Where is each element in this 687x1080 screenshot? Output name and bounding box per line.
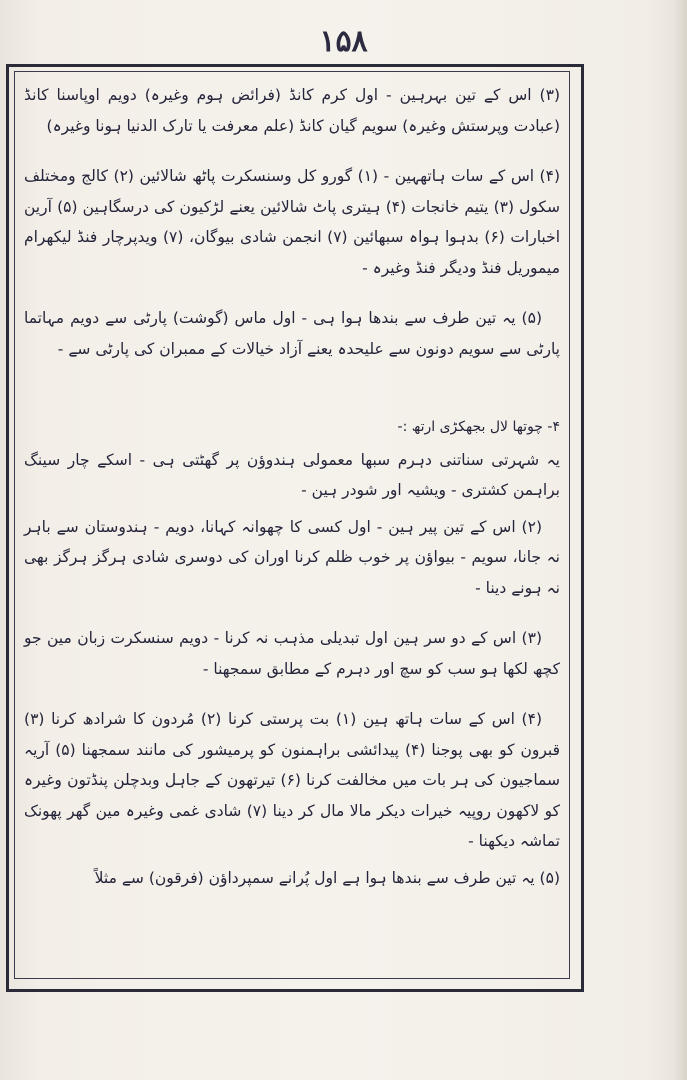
paragraph-5: (۲) اس کے تین پیر ہین - اول کسی کا چھوانہ کہانا، دویم - ہندوستان سے باہر نہ جانا، سویم - بیواؤن پر خوب ظلم کرنا اوران کی دوسری شادی ہرگز ہرگز بھی نہ ہونے دینا - xyxy=(24,517,560,597)
paragraph-7: (۴) اس کے سات ہاتھ ہین (۱) بت پرستی کرنا (۲) مُردون کا شرادھ کرنا (۳) قبرون کو بھی پوجنا (۴) پیدائشی براہمنون کو پرمیشور کی مانند سمجھنا (۵) آریہ سماجیون کی ہر بات میں مخالفت کرنا (۶) تیرتھون کے جاہل وبدچلن پنڈتون وغیرہ کو لاکھون روپیہ خیرات دیکر مالا مال کر دینا (۷) شادی غمی وغیرہ مین گھر پھونک تماشہ دیکھنا - xyxy=(24,710,561,850)
paragraph-8: (۵) یہ تین طرف سے بندھا ہوا ہے اول پُرانے سمپرداؤن (فرقون) سے مثلاً xyxy=(94,868,560,887)
paragraph-3: (۵) یہ تین طرف سے بندھا ہوا ہی - اول ماس (گوشت) پارٹی سے دویم مہاتما پارٹی سے سویم دونون سے علیحدہ یعنے آزاد خیالات کے ممبران کی پارٹی سے - xyxy=(24,309,560,358)
paragraph-4: یہ شہرتی سناتنی دہرم سبھا معمولی ہندوؤن پر گھٹتی ہی - اسکے چار سینگ براہمن کشتری - ویشیہ اور شودر ہین - xyxy=(24,450,560,499)
page-text-body xyxy=(24,80,560,975)
paragraph-2: (۴) اس کے سات ہاتھہین - (۱) گورو کل وسنسکرت پاٹھ شالائین (۲) کالج ومختلف سکول (۳) یتیم خانجات (۴) ہیتری پاٹ شالائین یعنے لڑکیون کی درسگاہین (۵) آرین اخبارات (۶) بدہوا ہواہ سبھائین (۷) انجمن شادی بیوگان، (۷) ویدپرچار فنڈ لیکھرام میموریل فنڈ ودیگر فنڈ وغیرہ - xyxy=(24,167,561,277)
paragraph-6: (۳) اس کے دو سر ہین اول تبدیلی مذہب نہ کرنا - دویم سنسکرت زبان مین جو کچھ لکھا ہو سب کو سچ اور دہرم کے مطابق سمجھنا - xyxy=(24,629,560,678)
section-heading: ۴- چوتھا لال بجھکڑی ارتھ :- xyxy=(397,419,560,435)
paragraph-1: (۳) اس کے تین بہرہین - اول کرم کانڈ (فرائض ہوم وغیرہ) دویم اوپاسنا کانڈ (عبادت وپرستش وغیرہ) سویم گیان کانڈ (علم معرفت یا تارک الدنیا ہونا وغیرہ) xyxy=(24,86,560,135)
page-number: ۱۵۸ xyxy=(319,24,368,59)
page-edge-shadow xyxy=(673,0,687,1080)
